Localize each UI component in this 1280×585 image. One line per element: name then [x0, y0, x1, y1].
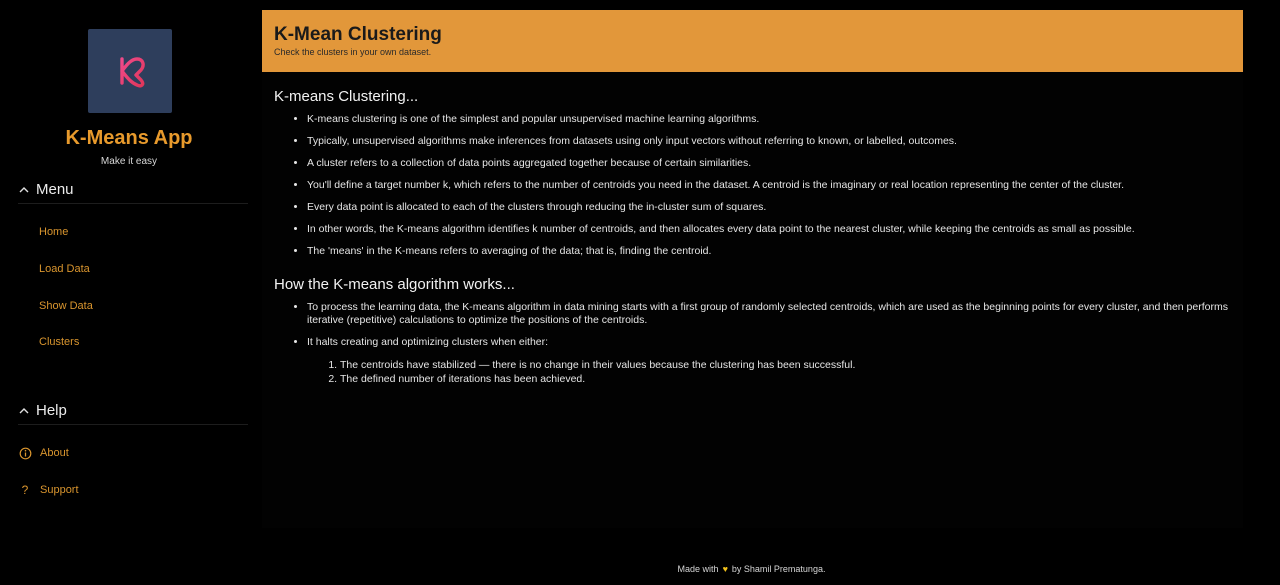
sidebar-item-support[interactable] [18, 479, 248, 501]
chevron-up-icon [18, 405, 30, 417]
section-heading-how-it-works: How the K-means algorithm works... [274, 276, 515, 293]
menu-section-toggle[interactable] [18, 180, 248, 204]
sidebar-item-label: Load Data [39, 263, 90, 275]
sidebar-item-label: Home [39, 226, 69, 238]
info-icon [18, 446, 32, 460]
main-content [274, 88, 1234, 395]
sidebar-item-clusters[interactable] [18, 331, 248, 353]
menu-section-label: Menu [36, 181, 74, 198]
halt-conditions-list [307, 358, 1234, 386]
list-item: • K-means clustering is one of the simplest and popular unsupervised machine learning algorithms. [307, 113, 1234, 126]
question-icon: ? [21, 483, 29, 497]
list-item: • Typically, unsupervised algorithms make inferences from datasets using only input vectors without referring to known, or labelled, outcomes. [307, 135, 1234, 148]
page-title: K-Mean Clustering [274, 24, 442, 45]
list-item [307, 336, 1234, 386]
help-section-toggle[interactable] [18, 401, 248, 425]
section-heading-kmeans: K-means Clustering... [274, 88, 419, 105]
sidebar-item-label: Support [40, 484, 79, 496]
list-item: • The 'means' in the K-means refers to averaging of the data; that is, finding the centroid. [307, 245, 1234, 258]
sidebar-item-load-data[interactable] [18, 258, 248, 280]
help-section-label: Help [36, 402, 67, 419]
sidebar-item-show-data[interactable] [18, 295, 248, 317]
list-item: • A cluster refers to a collection of data points aggregated together because of certain similarities. [307, 157, 1234, 170]
list-item: • In other words, the K-means algorithm identifies k number of centroids, and then allocates every data point to the nearest cluster, while keeping the centroids as small as possible. [307, 223, 1234, 236]
list-item: • You'll define a target number k, which refers to the number of centroids you need in the dataset. A centroid is the imaginary or real location representing the center of the cluster. [307, 179, 1234, 192]
list-item: 2. The defined number of iterations has been achieved. [340, 372, 1234, 386]
sidebar-item-home[interactable] [18, 221, 248, 243]
k-heart-logo-icon [110, 51, 150, 91]
sidebar-item-label: About [40, 447, 69, 459]
how-bullet-list [274, 301, 1234, 386]
heart-icon: ♥ [722, 564, 728, 574]
footer-author: by Shamil Prematunga. [731, 564, 826, 574]
kmeans-bullet-list [274, 113, 1234, 258]
list-item: • Every data point is allocated to each of the clusters through reducing the in-cluster sum of squares. [307, 201, 1234, 214]
app-title: K-Means App [65, 127, 193, 149]
footer [0, 564, 1280, 574]
page-subtitle: Check the clusters in your own dataset. [274, 47, 432, 57]
chevron-up-icon [18, 184, 30, 196]
list-item: • To process the learning data, the K-means algorithm in data mining starts with a first group of randomly selected centroids, which are used as the beginning points for every cluster, and then performs iterative (repetitive) calculations to optimize the positions of the centroids. [307, 301, 1234, 327]
app-tagline: Make it easy [100, 156, 158, 167]
sidebar-item-about[interactable] [18, 442, 248, 464]
list-item-text: It halts creating and optimizing clusters when either: [307, 336, 549, 348]
footer-prefix: Made with [677, 564, 719, 574]
sidebar-item-label: Clusters [39, 336, 80, 348]
sidebar-item-label: Show Data [39, 300, 93, 312]
app-logo [88, 29, 172, 113]
list-item: 1. The centroids have stabilized — there is no change in their values because the clustering has been successful. [340, 358, 1234, 372]
header-banner [262, 10, 1243, 72]
sidebar [0, 0, 258, 585]
